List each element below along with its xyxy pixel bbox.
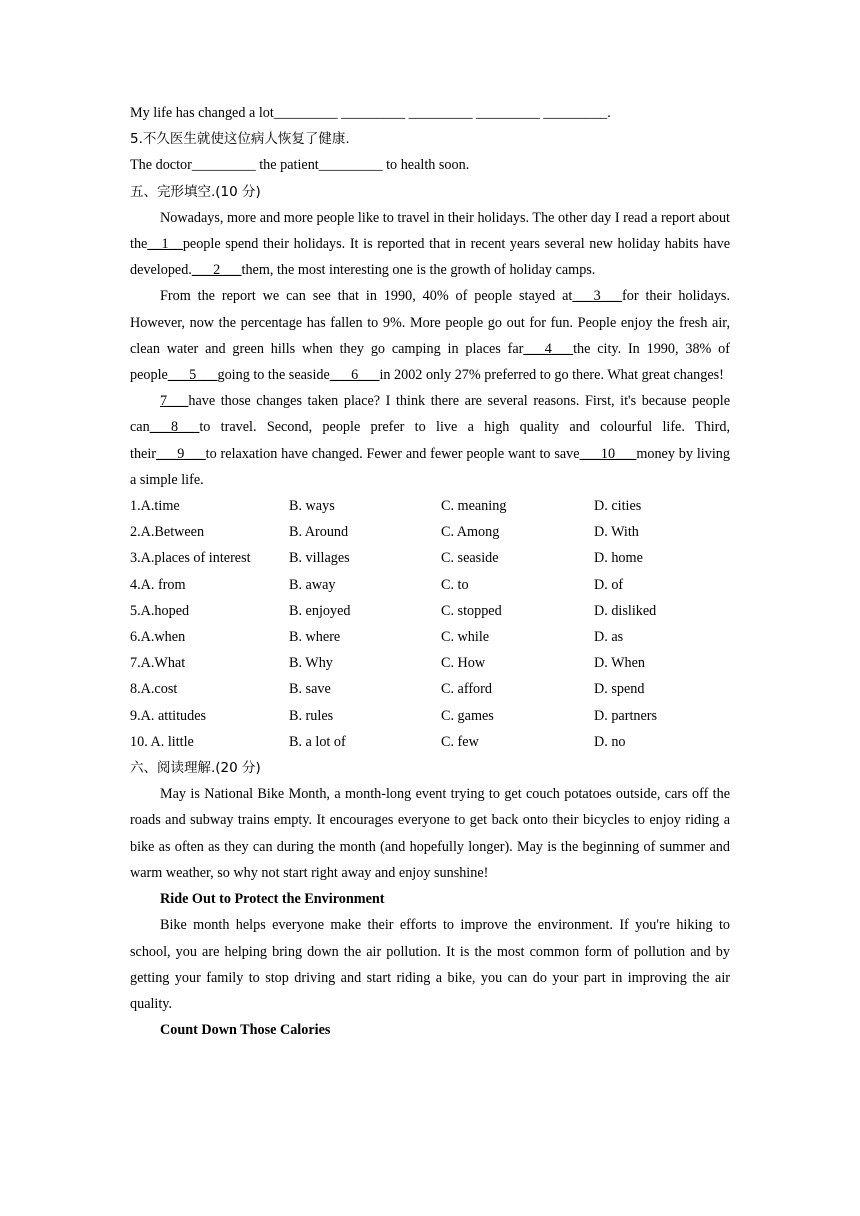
- text: have those changes taken place? I think there are several reasons. First, it's because people can: [130, 393, 730, 436]
- option-c: C. games: [441, 707, 494, 724]
- cloze-paragraph-2: [130, 283, 730, 388]
- option-d: D. partners: [594, 707, 658, 724]
- text: Nowadays, more and more people like to travel in their holidays. The other day I read a report about the: [130, 209, 730, 253]
- option-d: D. no: [594, 733, 626, 750]
- option-c: C. Among: [441, 524, 500, 541]
- option-b: B. enjoyed: [289, 602, 351, 619]
- option-a: 3.A.places of interest: [130, 550, 251, 567]
- blank-9: ___9___: [156, 445, 206, 462]
- option-b: B. a lot of: [289, 733, 346, 750]
- reading-paragraph-1: May is National Bike Month, a month-long event trying to get couch potatoes outside, cars off the roads and subway trains empty. It encourages everyone to get back onto their bicycles to enjoy riding a bike as often as they can during the month (and hopefully longer). May is the beginning of summer and warm weather, so why not start right away and enjoy sunshine!: [130, 786, 730, 881]
- option-a: 8.A.cost: [130, 681, 178, 698]
- cloze-paragraph-1: [130, 205, 730, 284]
- blank-6: ___6___: [329, 367, 380, 384]
- option-b: B. Around: [289, 524, 349, 541]
- option-c: C. How: [441, 655, 486, 672]
- option-a: 7.A.What: [130, 655, 186, 672]
- option-c: C. afford: [441, 681, 492, 698]
- option-d: D. cities: [594, 498, 642, 515]
- option-row: [130, 703, 730, 729]
- text: to relaxation have changed. Fewer and fewer people want to save: [205, 445, 580, 462]
- option-row: [130, 650, 730, 676]
- option-c: C. to: [441, 576, 469, 593]
- reading-heading: 六、阅读理解.(20 分): [130, 760, 261, 777]
- option-a: 10. A. little: [130, 733, 194, 750]
- blank-4: ___4___: [523, 340, 574, 357]
- option-c: C. meaning: [441, 498, 507, 515]
- text: going to the seaside: [217, 367, 330, 384]
- option-d: D. disliked: [594, 602, 657, 619]
- translation-line-4: My life has changed a lot_________ _________ _________ _________ _________.: [130, 105, 611, 121]
- option-a: 1.A.time: [130, 498, 180, 515]
- cloze-heading: 五、完形填空.(10 分): [130, 183, 261, 200]
- blank-3: ___3___: [572, 288, 623, 305]
- reading-subheading-calories: Count Down Those Calories: [160, 1022, 331, 1039]
- option-d: D. as: [594, 629, 624, 646]
- option-row: [130, 624, 730, 650]
- option-a: 9.A. attitudes: [130, 707, 207, 724]
- text: people spend their holidays. It is reported that in recent years several new holiday habits have developed.: [130, 236, 730, 279]
- document-page: [130, 100, 730, 1043]
- option-row: [130, 545, 730, 571]
- text: in 2002 only 27% preferred to go there. What great changes!: [379, 367, 724, 384]
- blank-1: __1__: [147, 236, 183, 253]
- option-b: B. ways: [289, 498, 335, 515]
- option-row: [130, 598, 730, 624]
- option-a: 2.A.Between: [130, 524, 205, 541]
- cloze-paragraph-3: [130, 388, 730, 493]
- option-row: [130, 572, 730, 598]
- option-b: B. where: [289, 629, 341, 646]
- option-a: 6.A.when: [130, 629, 186, 646]
- option-b: B. away: [289, 576, 336, 593]
- blank-7: 7___: [160, 393, 189, 410]
- option-row: [130, 493, 730, 519]
- option-a: 5.A.hoped: [130, 602, 190, 619]
- blank-8: ___8___: [149, 419, 200, 436]
- blank-2: ___2___: [191, 262, 242, 279]
- option-c: C. few: [441, 733, 479, 750]
- question-5-english: The doctor_________ the patient_________ to health soon.: [130, 157, 470, 174]
- option-b: B. rules: [289, 707, 334, 724]
- option-row: [130, 729, 730, 755]
- option-d: D. With: [594, 524, 639, 541]
- text: for their holidays. However, now the percentage has fallen to 9%. More people go out for fun. People enjoy the fresh air, clean water and green hills when they go camping in places far: [130, 288, 730, 357]
- option-c: C. stopped: [441, 602, 502, 619]
- blank-5: ___5___: [167, 367, 218, 384]
- text: them, the most interesting one is the growth of holiday camps.: [241, 262, 596, 279]
- text: From the report we can see that in 1990, 40% of people stayed at: [160, 288, 573, 305]
- question-5-chinese: 5.不久医生就使这位病人恢复了健康.: [130, 131, 350, 148]
- blank-10: ___10___: [579, 445, 637, 462]
- option-b: B. save: [289, 681, 331, 698]
- cloze-options-table: [130, 493, 730, 755]
- option-d: D. home: [594, 550, 643, 567]
- reading-subheading-environment: Ride Out to Protect the Environment: [160, 891, 385, 908]
- option-row: [130, 676, 730, 702]
- text: the city. In 1990, 38% of people: [130, 340, 730, 384]
- option-b: B. villages: [289, 550, 350, 567]
- option-d: D. When: [594, 655, 645, 672]
- option-a: 4.A. from: [130, 576, 186, 593]
- reading-paragraph-2: Bike month helps everyone make their efforts to improve the environment. If you're hiking to school, you are helping bring down the air pollution. It is the most common form of pollution and by getting your family to stop driving and start riding a bike, you can do your part in improving the air quality.: [130, 917, 730, 1012]
- option-b: B. Why: [289, 655, 333, 672]
- option-d: D. of: [594, 576, 624, 593]
- option-row: [130, 519, 730, 545]
- option-c: C. while: [441, 629, 490, 646]
- option-c: C. seaside: [441, 550, 499, 567]
- text: money by living a simple life.: [130, 445, 730, 488]
- text: to travel. Second, people prefer to live a high quality and colourful life. Third, their: [130, 419, 730, 462]
- option-d: D. spend: [594, 681, 645, 698]
